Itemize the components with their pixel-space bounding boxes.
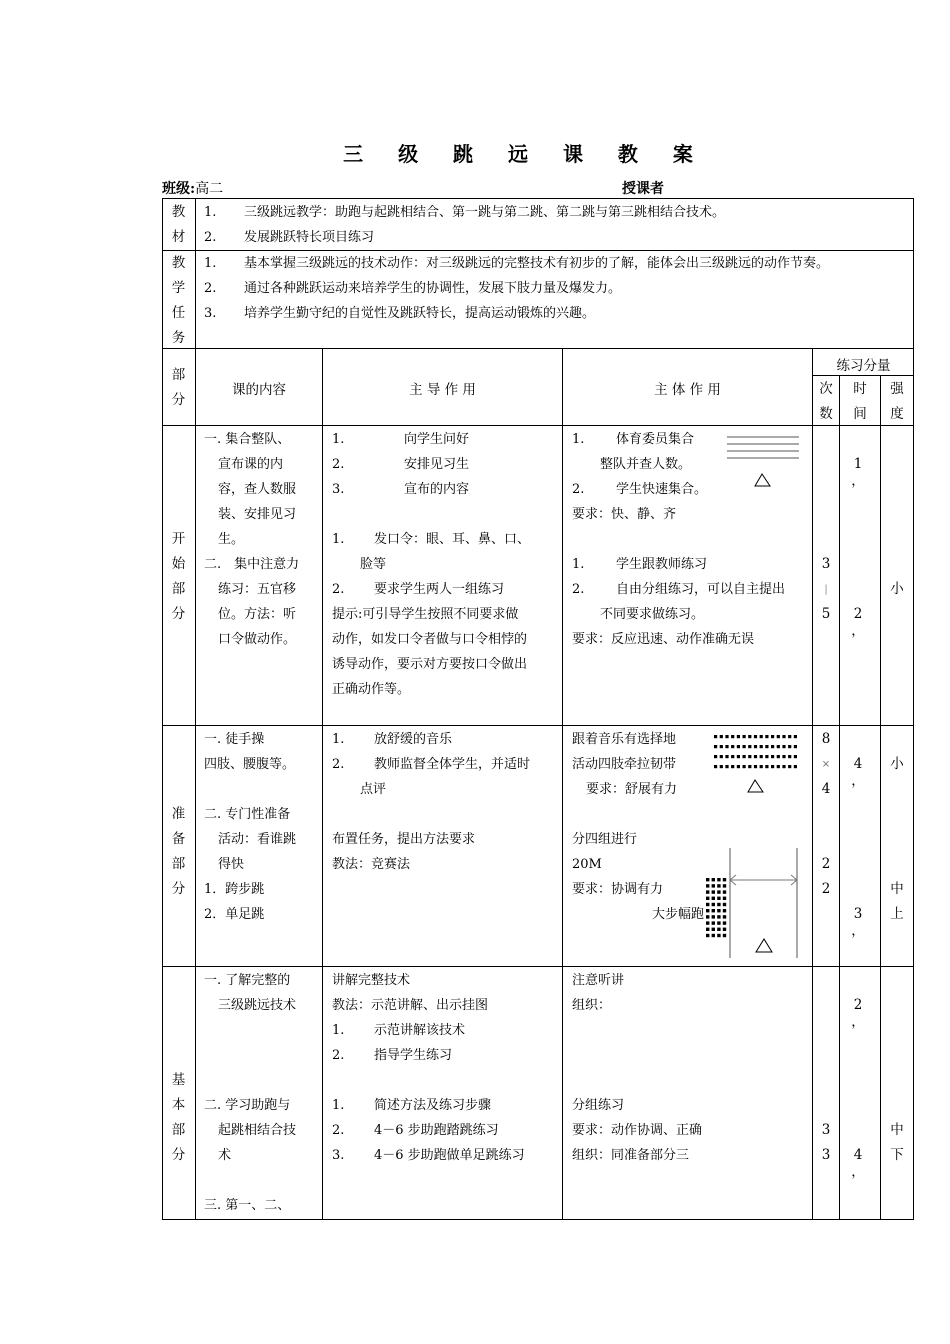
- class-info: [162, 178, 223, 198]
- student-dot: [712, 884, 715, 887]
- teacher-triangle-icon: [755, 474, 770, 486]
- material-line-1: 1. 三级跳远教学：助跑与起跳相结合、第一跳与第二跳、第二跳与第三跳相结合技术。: [204, 205, 726, 220]
- student-dot: [743, 755, 746, 758]
- student-dot: [720, 755, 723, 758]
- student-dot: [760, 755, 763, 758]
- start-times: 3 | 5: [821, 556, 831, 622]
- prep-subject: 跟着音乐有选择地 活动四肢牵拉韧带 要求：舒展有力 分四组进行 20M 要求：协调有力 大步幅跑: [572, 732, 705, 922]
- prep-triangle-icon: [746, 778, 766, 794]
- header-content: 课的内容: [232, 382, 286, 398]
- basic-subject: 注意听讲 组织： 分组练习 要求：动作协调、正确 组织：同准备部分三: [572, 973, 703, 1163]
- student-dot: [748, 755, 751, 758]
- student-dot: [714, 735, 717, 738]
- student-dot: [712, 890, 715, 893]
- student-dot: [771, 755, 774, 758]
- student-dot: [717, 928, 720, 931]
- student-dot: [712, 915, 715, 918]
- start-subject: 1. 体育委员集合 整队并查人数。 2. 学生快速集合。 要求：快、静、齐 1. 学生跟教师练习 2. 自由分组练习，可以自主提出 不同要求做练习。 要求：反应迅速、动作准确无误: [572, 432, 786, 647]
- student-dot: [723, 928, 726, 931]
- student-dot: [731, 765, 734, 768]
- page-title: 三 级 跳 远 课 教 案: [343, 142, 707, 166]
- prep-label: 准 备 部 分: [171, 806, 186, 897]
- student-dot: [714, 765, 717, 768]
- student-dot: [712, 903, 715, 906]
- header-subject: 主 体 作 用: [654, 382, 721, 398]
- student-dot: [714, 755, 717, 758]
- student-dot: [706, 915, 709, 918]
- student-dot: [706, 890, 709, 893]
- student-dot: [748, 765, 751, 768]
- student-dot: [712, 909, 715, 912]
- student-dot: [720, 765, 723, 768]
- student-dot: [754, 735, 757, 738]
- student-dot: [712, 921, 715, 924]
- prep-times: 8 × 4: [821, 731, 831, 797]
- student-dot: [748, 745, 751, 748]
- student-dot: [777, 735, 780, 738]
- student-dot: [731, 745, 734, 748]
- start-time-1: 1 ，: [851, 456, 865, 489]
- basic-time-2: 4 ，: [851, 1147, 865, 1180]
- student-dot: [754, 755, 757, 758]
- prep-intensity-1: 小: [890, 756, 904, 772]
- student-dot: [706, 921, 709, 924]
- student-dot: [731, 735, 734, 738]
- student-dot: [706, 909, 709, 912]
- student-dot: [725, 735, 728, 738]
- prep-intensity-2: 中 上: [890, 881, 904, 922]
- header-lead: 主 导 作 用: [409, 382, 476, 398]
- class-label: 班级:: [162, 181, 196, 197]
- student-dot: [771, 735, 774, 738]
- start-intensity: 小: [890, 581, 904, 597]
- student-dot: [782, 765, 785, 768]
- start-label: 开 始 部 分: [171, 531, 186, 622]
- student-dot: [765, 735, 768, 738]
- material-line-2: 2. 发展跳跃特长项目练习: [204, 230, 375, 245]
- formation-lines-diagram: [727, 436, 801, 488]
- student-dot: [717, 921, 720, 924]
- student-dot: [717, 903, 720, 906]
- header-intensity: 强 度: [890, 381, 904, 422]
- student-dot: [714, 745, 717, 748]
- student-dot: [788, 745, 791, 748]
- student-dot: [717, 890, 720, 893]
- header-practice: 练习分量: [836, 358, 891, 374]
- student-dot: [782, 755, 785, 758]
- student-dot: [723, 903, 726, 906]
- student-dot: [717, 897, 720, 900]
- student-dot: [777, 755, 780, 758]
- student-dot: [794, 745, 797, 748]
- student-dot: [712, 897, 715, 900]
- task-label: 教 学 任 务: [171, 255, 186, 346]
- prep-times-2: 2 2: [821, 856, 831, 897]
- task-line-2: 2. 通过各种跳跃运动来培养学生的协调性，发展下肢力量及爆发力。: [204, 281, 622, 296]
- basic-time-1: 2 ，: [851, 997, 865, 1030]
- student-dot: [737, 765, 740, 768]
- student-dot: [717, 884, 720, 887]
- student-dot: [706, 928, 709, 931]
- prep-content: 一. 徒手操 四肢、腰腹等。 二. 专门性准备 活动：看谁跳 得快 1．跨步跳 2．单足跳: [204, 732, 297, 922]
- student-dot: [788, 735, 791, 738]
- task-line-1: 1. 基本掌握三级跳远的技术动作：对三级跳远的完整技术有初步的了解，能体会出三级跳远的动作节奏。: [204, 256, 830, 271]
- student-dot: [725, 765, 728, 768]
- header-times: 次 数: [819, 381, 833, 422]
- student-dot: [706, 884, 709, 887]
- student-dot: [765, 755, 768, 758]
- student-dot: [706, 903, 709, 906]
- basic-times: 3 3: [821, 1122, 831, 1163]
- student-dot: [712, 934, 715, 937]
- student-dot: [717, 915, 720, 918]
- student-dot: [720, 745, 723, 748]
- student-dot: [706, 878, 709, 881]
- material-label: 教 材: [171, 204, 186, 245]
- student-dot: [743, 765, 746, 768]
- task-content: [196, 251, 919, 326]
- student-dot: [737, 735, 740, 738]
- basic-content: 一. 了解完整的 三级跳远技术 二. 学习助跑与 起跳相结合技 术 三. 第一、二、: [204, 973, 297, 1213]
- student-dot: [777, 765, 780, 768]
- student-dot: [754, 765, 757, 768]
- teacher-label: 授课者: [622, 181, 664, 197]
- student-dot: [723, 915, 726, 918]
- student-dot: [777, 745, 780, 748]
- student-dot: [725, 745, 728, 748]
- start-lead: 1. 向学生问好 2. 安排见习生 3. 宣布的内容 1. 发口令：眼、耳、鼻、口、 脸等 2. 要求学生两人一组练习 提示:可引导学生按照不同要求做 动作，如发口令者做与口令相悖的 诱导动作，要示对方要按口令做出 正确动作等。: [332, 432, 531, 697]
- student-dot: [748, 735, 751, 738]
- student-dot: [765, 745, 768, 748]
- student-dot: [723, 884, 726, 887]
- student-dot: [794, 735, 797, 738]
- student-dot: [771, 745, 774, 748]
- student-dot: [788, 765, 791, 768]
- student-dot: [743, 745, 746, 748]
- student-dot: [717, 878, 720, 881]
- student-dot: [788, 755, 791, 758]
- student-dot: [725, 755, 728, 758]
- student-dot: [743, 735, 746, 738]
- student-dot: [706, 897, 709, 900]
- basic-label: 基 本 部 分: [171, 1072, 186, 1163]
- student-dot: [782, 745, 785, 748]
- student-dot: [723, 878, 726, 881]
- student-dot: [723, 921, 726, 924]
- student-dot: [717, 934, 720, 937]
- class-value: 高二: [195, 181, 224, 197]
- start-content: 一. 集合整队、 宣布课的内 容，查人数服 装、安排见习 生。 二. 集中注意力 练习：五官移 位。方法：听 口令做动作。: [204, 432, 300, 647]
- student-dot: [723, 934, 726, 937]
- running-lane-diagram: [692, 846, 802, 961]
- student-dot: [765, 765, 768, 768]
- student-dot: [760, 765, 763, 768]
- student-dot: [754, 745, 757, 748]
- student-dot: [782, 735, 785, 738]
- student-dot: [717, 909, 720, 912]
- basic-lead: 讲解完整技术 教法：示范讲解、出示挂图 1. 示范讲解该技术 2. 指导学生练习 1. 简述方法及练习步骤 2. 4－6 步助跑踏跳练习 3. 4－6 步助跑做单足跳练习: [332, 973, 525, 1163]
- prep-lead: 1. 放舒缓的音乐 2. 教师监督全体学生，并适时 点评 布置任务，提出方法要求 教法：竞赛法: [332, 732, 531, 872]
- student-dot: [723, 890, 726, 893]
- student-dot: [720, 735, 723, 738]
- teacher-triangle-icon: [756, 939, 772, 952]
- student-dot: [760, 735, 763, 738]
- student-dot: [794, 765, 797, 768]
- student-dot: [712, 928, 715, 931]
- student-dot: [731, 755, 734, 758]
- header-time: 时 间: [853, 381, 867, 422]
- header-part: 部 分: [171, 367, 186, 408]
- prep-time-2: 3 ，: [851, 906, 865, 939]
- student-dot: [771, 765, 774, 768]
- student-dot: [723, 897, 726, 900]
- student-dot: [712, 878, 715, 881]
- task-line-3: 3. 培养学生勤守纪的自觉性及跳跃特长，提高运动锻炼的兴趣。: [204, 306, 596, 321]
- lesson-plan-table: [162, 198, 914, 1220]
- teacher-info: [622, 178, 664, 198]
- basic-intensity: 中 下: [890, 1122, 904, 1163]
- student-dot: [737, 745, 740, 748]
- start-time-2: 2 ，: [851, 606, 865, 639]
- student-dot: [760, 745, 763, 748]
- student-dot: [794, 755, 797, 758]
- student-dot: [723, 909, 726, 912]
- student-dot: [737, 755, 740, 758]
- material-content: [196, 200, 914, 250]
- prep-time-1: 4 ，: [851, 756, 865, 789]
- student-dot: [706, 934, 709, 937]
